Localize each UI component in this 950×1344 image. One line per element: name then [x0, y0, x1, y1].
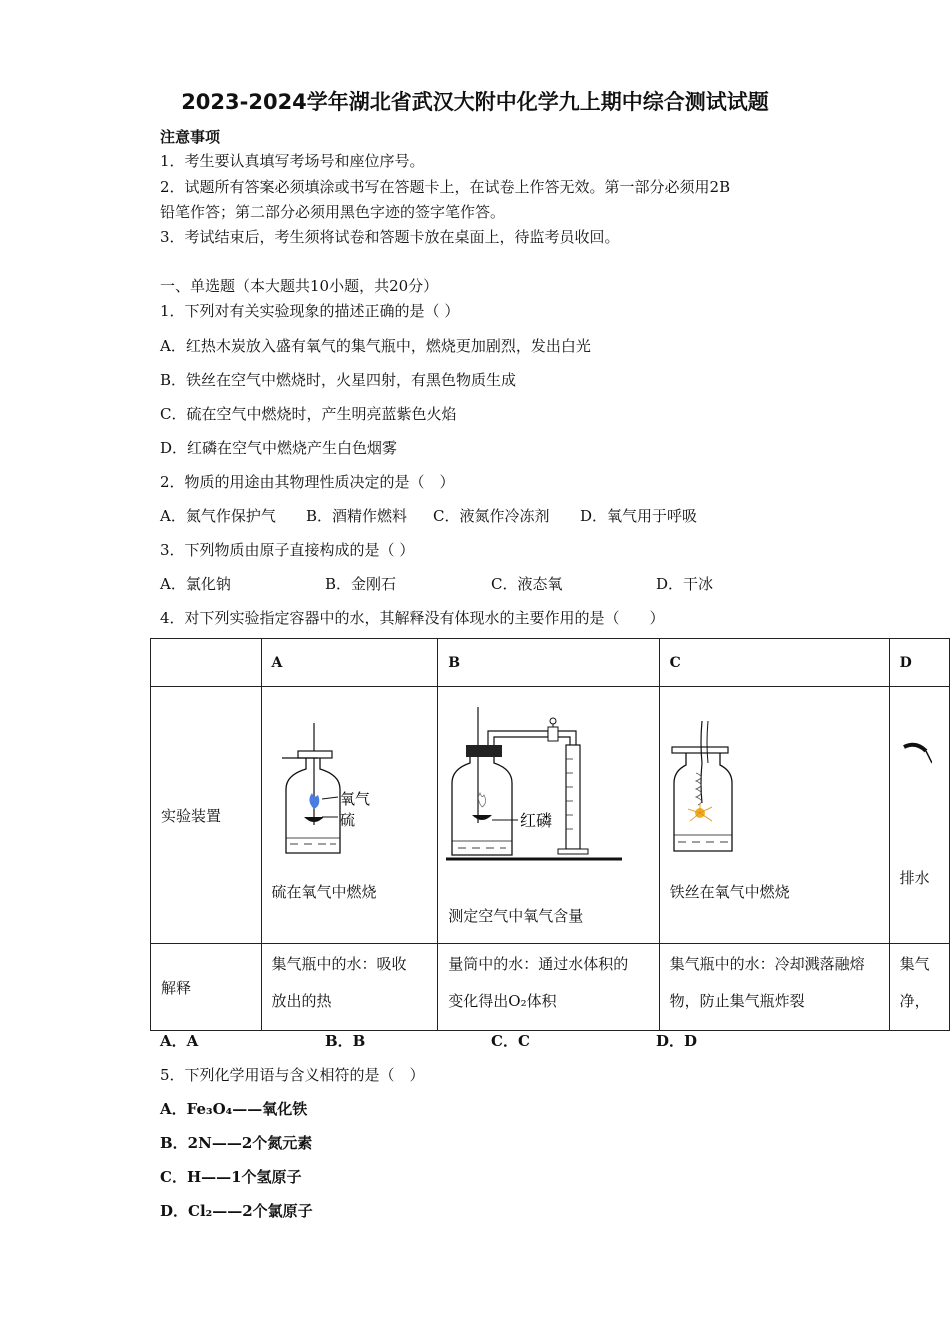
q5-option-c: C．H——1个氢原子 — [160, 1168, 302, 1186]
q4-explanation-a-line2: 放出的热 — [271, 992, 332, 1010]
notice-item-2-cont: 铅笔作答；第二部分必须用黑色字迹的签字笔作答。 — [160, 203, 506, 221]
q4-explanation-d-line1: 集气 — [899, 955, 930, 973]
q4-explanation-c-line1: 集气瓶中的水：冷却溅落融熔 — [669, 955, 865, 973]
q2-stem: 2．物质的用途由其物理性质决定的是（ ） — [160, 473, 455, 491]
q3-option-d: D．干冰 — [656, 575, 714, 593]
q5-option-d: D．Cl₂——2个氯原子 — [160, 1202, 313, 1220]
q4-corner-cell — [151, 639, 262, 687]
notice-heading: 注意事项 — [160, 128, 221, 146]
page-title: 2023-2024学年湖北省武汉大附中化学九上期中综合测试试题 — [181, 90, 769, 114]
q3-stem: 3．下列物质由原子直接构成的是（ ） — [160, 541, 415, 559]
q4-explanation-b-line1: 量筒中的水：通过水体积的 — [448, 955, 629, 973]
q4-header-b: B — [438, 639, 659, 687]
q1-option-c: C．硫在空气中燃烧时，产生明亮蓝紫色火焰 — [160, 405, 457, 423]
q4-explanation-c — [659, 944, 889, 1031]
q4-caption-d: 排水 — [899, 869, 930, 887]
q4-option-c: C．C — [491, 1032, 530, 1050]
q4-row-label-explanation: 解释 — [151, 944, 262, 1031]
q4-caption-b: 测定空气中氧气含量 — [448, 907, 584, 925]
q1-option-d: D．红磷在空气中燃烧产生白色烟雾 — [160, 439, 398, 457]
q4-fig-d-cell — [889, 687, 949, 944]
q5-stem: 5．下列化学用语与含义相符的是（ ） — [160, 1066, 425, 1084]
q5-option-b: B．2N——2个氮元素 — [160, 1134, 313, 1152]
q4-header-c: C — [659, 639, 889, 687]
q2-option-b: B．酒精作燃料 — [306, 507, 408, 525]
notice-item-2: 2．试题所有答案必须填涂或书写在答题卡上，在试卷上作答无效。第一部分必须用2B — [160, 178, 731, 196]
q4-explanation-c-line2: 物，防止集气瓶炸裂 — [669, 992, 805, 1010]
q4-explanation-a — [261, 944, 438, 1031]
q2-option-d: D．氧气用于呼吸 — [580, 507, 698, 525]
q4-caption-a: 硫在氧气中燃烧 — [271, 883, 377, 901]
label-red-phosphorus: 红磷 — [520, 811, 553, 830]
q4-explanation-b — [438, 944, 659, 1031]
label-sulfur: 硫 — [339, 811, 355, 829]
q2-option-a: A．氮气作保护气 — [160, 507, 276, 525]
q4-row-label-apparatus: 实验装置 — [151, 687, 262, 944]
q1-stem: 1．下列对有关实验现象的描述正确的是（ ） — [160, 302, 460, 320]
q4-table — [150, 638, 950, 1031]
q1-option-b: B．铁丝在空气中燃烧时，火星四射，有黑色物质生成 — [160, 371, 517, 389]
q4-explanation-b-line2: 变化得出O₂体积 — [448, 992, 557, 1010]
q4-header-d: D — [889, 639, 949, 687]
q4-stem: 4．对下列实验指定容器中的水，其解释没有体现水的主要作用的是（ ） — [160, 609, 665, 627]
q3-option-c: C．液态氧 — [491, 575, 563, 593]
iron-wire-burning-apparatus — [666, 713, 816, 893]
q4-explanation-d-line2: 净， — [899, 992, 930, 1010]
q4-option-d: D．D — [656, 1032, 698, 1050]
drainage-apparatus-partial — [902, 737, 932, 797]
q4-fig-b-cell — [438, 687, 659, 944]
q4-fig-a-cell — [261, 687, 438, 944]
q3-option-b: B．金刚石 — [325, 575, 397, 593]
q3-option-a: A．氯化钠 — [160, 575, 231, 593]
q4-option-b: B．B — [325, 1032, 366, 1050]
oxygen-content-apparatus — [446, 697, 646, 877]
q4-explanation-d — [889, 944, 949, 1031]
q1-option-a: A．红热木炭放入盛有氧气的集气瓶中，燃烧更加剧烈，发出白光 — [160, 337, 591, 355]
q4-caption-c: 铁丝在氧气中燃烧 — [669, 883, 790, 901]
q5-option-a: A．Fe₃O₄——氧化铁 — [160, 1100, 308, 1118]
q4-header-a: A — [261, 639, 438, 687]
notice-item-3: 3．考试结束后，考生须将试卷和答题卡放在桌面上，待监考员收回。 — [160, 228, 620, 246]
sulfur-burning-apparatus — [272, 713, 422, 893]
q2-option-c: C．液氮作冷冻剂 — [433, 507, 550, 525]
notice-item-1: 1．考生要认真填写考场号和座位序号。 — [160, 152, 425, 170]
q4-explanation-a-line1: 集气瓶中的水：吸收 — [271, 955, 407, 973]
label-oxygen: 氧气 — [339, 790, 370, 808]
q4-option-a: A．A — [160, 1032, 199, 1050]
q4-fig-c-cell — [659, 687, 889, 944]
section-heading: 一、单选题（本大题共10小题，共20分） — [160, 277, 439, 295]
